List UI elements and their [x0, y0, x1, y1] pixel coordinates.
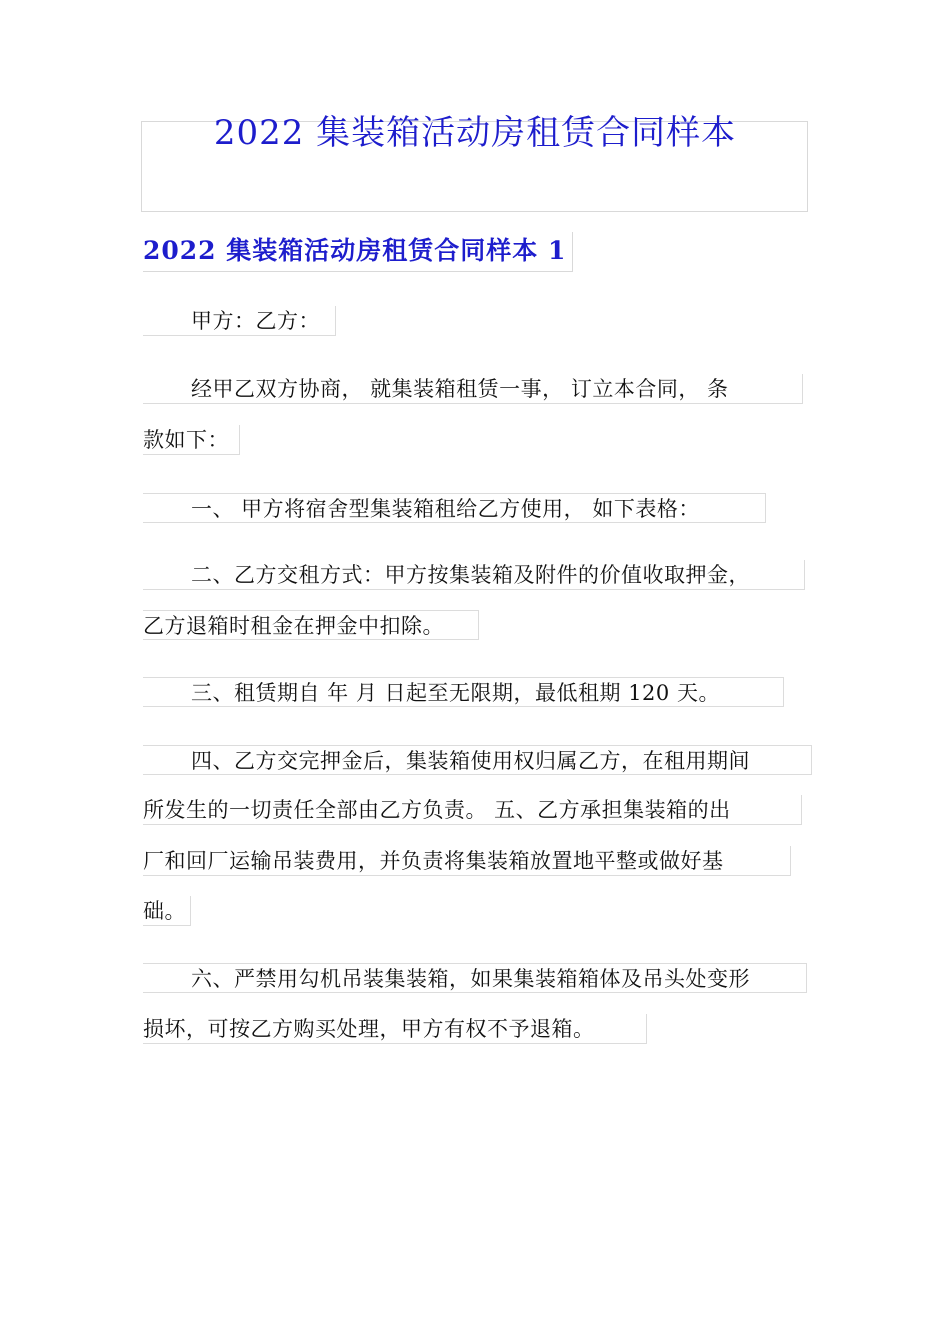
parties-line: 甲方：乙方： — [143, 306, 336, 336]
document-title: 2022 集装箱活动房租赁合同样本 — [213, 113, 737, 153]
clause-4-line-2: 所发生的一切责任全部由乙方负责。 五、乙方承担集装箱的出 — [143, 795, 802, 825]
clause-5-line-2: 础。 — [143, 896, 191, 926]
paragraph-intro-line-2: 款如下： — [143, 425, 240, 455]
clause-2-line-1: 二、乙方交租方式：甲方按集装箱及附件的价值收取押金， — [143, 560, 805, 590]
clause-5-line-1: 厂和回厂运输吊装费用，并负责将集装箱放置地平整或做好基 — [143, 846, 791, 876]
clause-4-line-1: 四、乙方交完押金后，集装箱使用权归属乙方，在租用期间 — [143, 745, 812, 775]
clause-2-line-2: 乙方退箱时租金在押金中扣除。 — [143, 610, 479, 640]
clause-3-line: 三、租赁期自 年 月 日起至无限期，最低租期 120 天。 — [143, 677, 784, 707]
section-title: 2022 集装箱活动房租赁合同样本 1 — [143, 232, 573, 272]
paragraph-intro-line-1: 经甲乙双方协商， 就集装箱租赁一事， 订立本合同， 条 — [143, 374, 803, 404]
clause-6-line-1: 六、严禁用勾机吊装集装箱，如果集装箱箱体及吊头处变形 — [143, 963, 807, 993]
clause-1-line: 一、 甲方将宿舍型集装箱租给乙方使用， 如下表格： — [143, 493, 766, 523]
clause-6-line-2: 损坏，可按乙方购买处理，甲方有权不予退箱。 — [143, 1014, 647, 1044]
